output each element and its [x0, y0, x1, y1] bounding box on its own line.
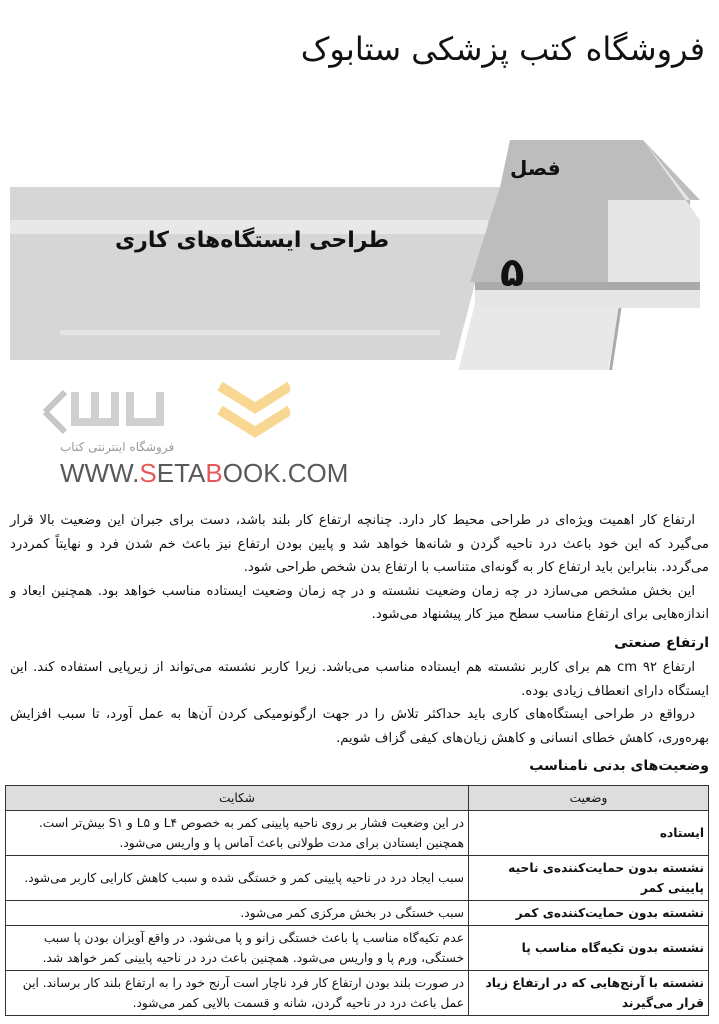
cell-complaint: سبب خستگی در بخش مرکزی کمر می‌شود.: [6, 900, 469, 925]
table-row: [6, 925, 709, 970]
header-condition: وضعیت: [469, 785, 709, 810]
table-header: [6, 785, 709, 810]
cell-condition: ایستاده: [469, 810, 709, 855]
chapter-label: فصل: [510, 156, 561, 180]
cell-condition: نشسته بدون حمایت‌کننده‌ی ناحیه پایینی کمر: [469, 855, 709, 900]
cell-complaint: در این وضعیت فشار بر روی ناحیه پایینی کمر به خصوص L۴ و L۵ و S۱ بیش‌تر است. همچنین ایستادن برای مدت طولانی باعث آماس پا و واریس می‌شود.: [6, 810, 469, 855]
cell-complaint: سبب ایجاد درد در ناحیه پایینی کمر و خستگی شده و سبب کاهش کارایی کاربر می‌شود.: [6, 855, 469, 900]
paragraph: این بخش مشخص می‌سازد در چه زمان وضعیت نشسته و در چه زمان وضعیت ایستاده مناسب خواهد بود. همچنین ابعاد و اندازه‌هایی برای ارتفاع مناسب سطح میز کار پیشنهاد می‌شود.: [10, 583, 709, 622]
cell-condition: نشسته بدون حمایت‌کننده‌ی کمر: [469, 900, 709, 925]
header-complaint: شکایت: [6, 785, 469, 810]
cell-condition: نشسته با آرنج‌هایی که در ارتفاع زیاد قرار می‌گیرند: [469, 970, 709, 1015]
postures-table: [5, 785, 709, 1016]
watermark-logo-icon: [40, 382, 290, 440]
table-row: [6, 810, 709, 855]
wm-part: S: [139, 458, 157, 488]
cell-condition: نشسته بدون تکیه‌گاه مناسب پا: [469, 925, 709, 970]
table-row: [6, 970, 709, 1015]
paragraph: ارتفاع کار اهمیت ویژه‌ای در طراحی محیط کار دارد. چنانچه ارتفاع کار بلند باشد، دست برای جبران این وضعیت بالا قرار می‌گیرد که این خود باعث درد ناحیه گردن و شانه‌ها خواهد شد و پایین بودن ارتفاع نیز باعث خم شدن فرد و نهایتاً کمردرد می‌گردد. بنابراین باید ارتفاع کار به گونه‌ای متناسب با ارتفاع بدن شخص طراحی شود.: [10, 513, 709, 575]
paragraph: ارتفاع ۹۲ cm هم برای کاربر نشسته هم ایستاده مناسب می‌باشد. زیرا کاربر نشسته می‌تواند از زیرپایی استفاده کند. این ایستگاه دارای انعطاف زیادی بوده.: [10, 660, 709, 699]
section-heading: وضعیت‌های بدنی نامناسب: [529, 758, 709, 774]
chapter-number: ۵: [500, 250, 525, 296]
wm-part: ETA: [156, 458, 206, 488]
chapter-title: طراحی ایستگاه‌های کاری: [115, 228, 390, 253]
cell-complaint: در صورت بلند بودن ارتفاع کار فرد ناچار است آرنج خود را به ارتفاع بلند کار برساند. این عمل باعث درد در ناحیه گردن، شانه و قسمت بالایی کمر می‌شود.: [6, 970, 469, 1015]
cell-complaint: عدم تکیه‌گاه مناسب پا باعث خستگی زانو و پا می‌شود. در واقع آویزان بودن پا سبب خستگی، ورم پا و واریس می‌شود. همچنین باعث درد در ناحیه پایینی کمر خواهد شد.: [6, 925, 469, 970]
table-row: [6, 855, 709, 900]
wm-part: WWW.: [60, 458, 140, 488]
body-text: [5, 509, 709, 779]
chapter-banner: [0, 0, 719, 370]
content-flow: [5, 509, 709, 1016]
paragraph: درواقع در طراحی ایستگاه‌های کاری باید حداکثر تلاش را در جهت ارگونومیکی کردن آن‌ها به عمل آورد، تا سبب افزایش بهره‌وری، کاهش خطای انسانی و کاهش زیان‌های کیفی گزاف شویم.: [10, 707, 709, 746]
wm-part: B: [205, 458, 223, 488]
wm-part: OOK.COM: [222, 458, 349, 488]
section-heading: ارتفاع صنعتی: [614, 634, 709, 651]
table-row: [6, 900, 709, 925]
watermark-subtitle: فروشگاه اینترنتی کتاب: [60, 440, 175, 454]
watermark-url: [60, 458, 348, 488]
site-title: فروشگاه کتب پزشکی ستابوک: [300, 30, 705, 68]
